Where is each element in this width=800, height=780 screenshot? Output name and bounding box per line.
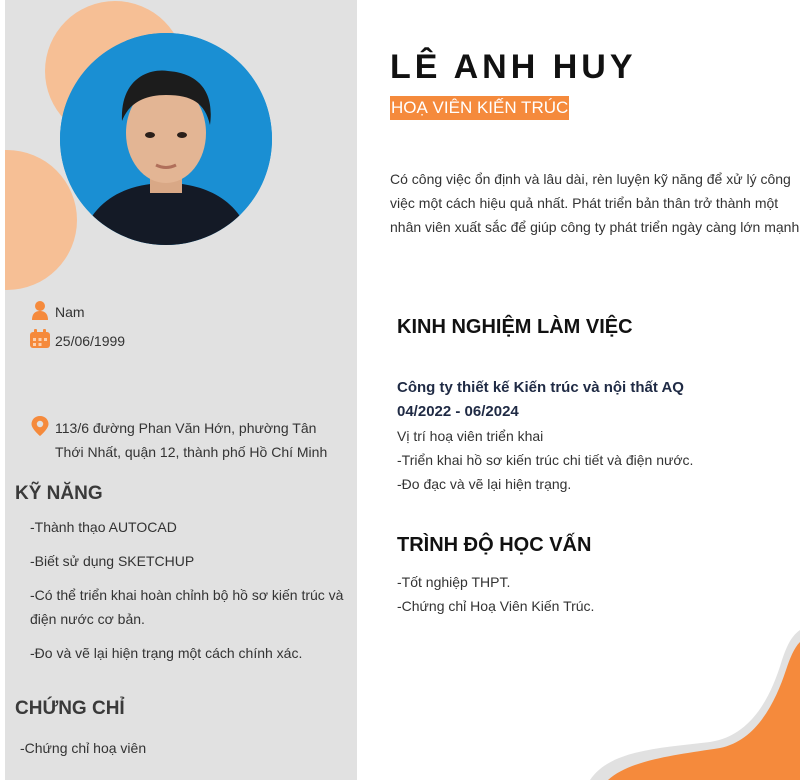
dob-row — [30, 329, 125, 353]
job-detail-line: -Triển khai hồ sơ kiến trúc chi tiết và điện nước. — [397, 452, 694, 468]
job-period: 04/2022 - 06/2024 — [397, 403, 519, 420]
certificate-item: -Chứng chỉ hoạ viên — [20, 740, 147, 756]
job-detail-line: -Đo đạc và vẽ lại hiện trạng. — [397, 476, 572, 492]
skills-list — [30, 515, 350, 675]
education-heading: TRÌNH ĐỘ HỌC VẤN — [397, 534, 592, 556]
education-details — [397, 570, 594, 618]
candidate-name: LÊ ANH HUY — [390, 48, 637, 86]
job-detail-line: Vị trí hoạ viên triển khai — [397, 428, 544, 444]
avatar — [60, 33, 272, 245]
company-name: Công ty thiết kế Kiến trúc và nội thất AQ — [397, 379, 684, 396]
education-line: -Tốt nghiệp THPT. — [397, 574, 511, 590]
skill-item: -Biết sử dụng SKETCHUP — [30, 553, 195, 569]
job-details — [397, 424, 693, 496]
avatar-portrait — [60, 33, 272, 245]
education-line: -Chứng chỉ Hoạ Viên Kiến Trúc. — [397, 598, 595, 614]
skill-item: -Đo và vẽ lại hiện trạng một cách chính xác. — [30, 645, 303, 661]
dob-text: 25/06/1999 — [55, 333, 126, 349]
skill-item: -Thành thạo AUTOCAD — [30, 519, 177, 535]
location-pin-icon — [30, 416, 50, 436]
job-entry — [397, 376, 684, 424]
address-line: 113/6 đường Phan Văn Hớn, phường Tân — [55, 420, 317, 436]
certificates-heading: CHỨNG CHỈ — [15, 698, 125, 719]
person-icon — [30, 300, 50, 320]
address-line: Thới Nhất, quận 12, thành phố Hồ Chí Minh — [55, 444, 328, 460]
job-role-badge: HOẠ VIÊN KIẾN TRÚC — [390, 96, 569, 120]
sidebar — [5, 0, 357, 780]
decor-wave — [580, 630, 800, 780]
gender-text: Nam — [55, 304, 85, 320]
skills-heading: KỸ NĂNG — [15, 483, 103, 504]
gender-row — [30, 300, 85, 324]
experience-heading: KINH NGHIỆM LÀM VIỆC — [397, 316, 633, 338]
address-row — [30, 416, 327, 464]
career-summary: Có công việc ổn định và lâu dài, rèn luyện kỹ năng để xử lý công việc một cách hiệu quả nhất. Phát triển bản thân trở thành một nhân viên xuất sắc để giúp công ty phát triển ngày càng lớn mạnh — [390, 171, 800, 235]
skill-item: -Có thể triển khai hoàn chỉnh bộ hồ sơ kiến trúc và điện nước cơ bản. — [30, 587, 344, 627]
calendar-icon — [30, 329, 50, 349]
